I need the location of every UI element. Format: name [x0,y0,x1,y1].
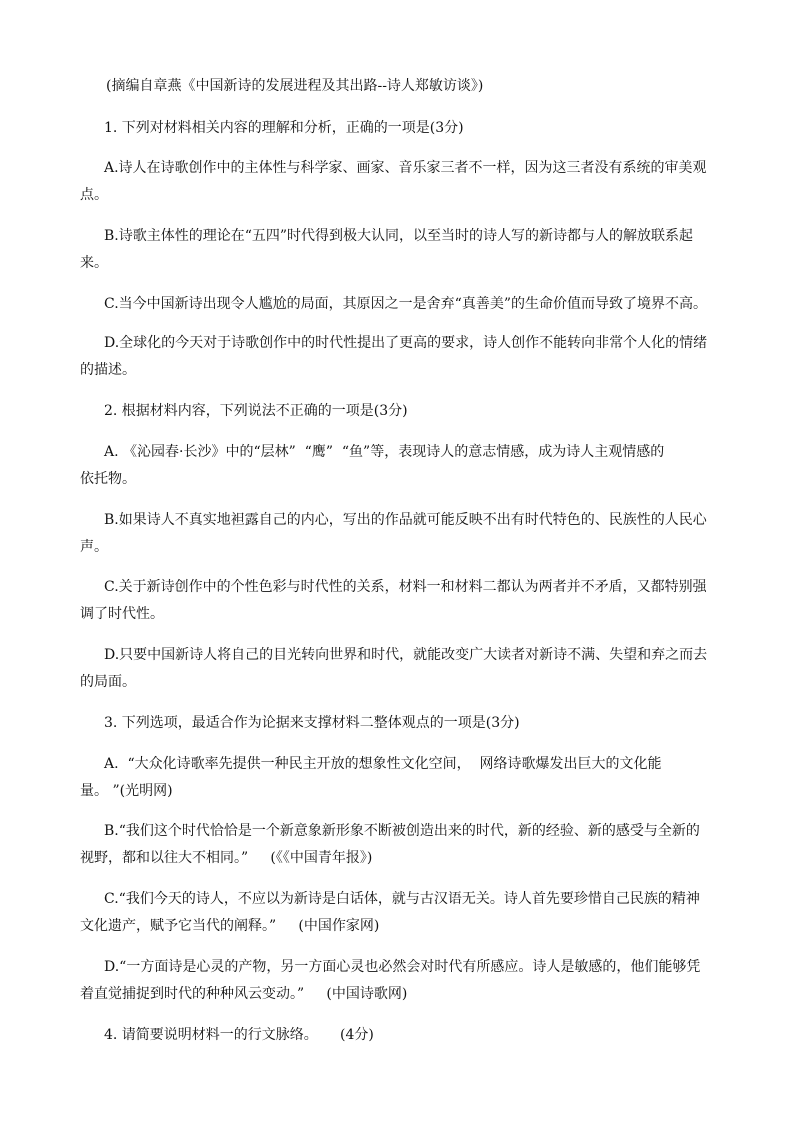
question-2-stem: 2. 根据材料内容，下列说法不正确的一项是(3分) [104,403,408,419]
q1-option-a-cont: 点。 [80,187,108,203]
source-note: (摘编自章燕《中国新诗的发展进程及其出路--诗人郑敏访谈》) [106,78,484,94]
q1-option-b-cont: 来。 [80,255,108,271]
question-1-stem: 1. 下列对材料相关内容的理解和分析，正确的一项是(3分) [104,120,464,136]
q3-option-d: D.“一方面诗是心灵的产物，另一方面心灵也必然会对时代有所感应。诗人是敏感的，他们能够凭 [104,959,701,975]
question-4-stem: 4. 请简要说明材料一的行文脉络。 (4分) [104,1027,374,1043]
q2-option-c-cont: 调了时代性。 [80,606,164,622]
q3-option-b-cont: 视野，都和以往大不相同。” (《《中国青年报》) [80,850,373,866]
q1-option-b: B.诗歌主体性的理论在“五四”时代得到极大认同，以至当时的诗人写的新诗都与人的解放联系起 [104,228,694,244]
q3-option-a: A. “大众化诗歌率先提供一种民主开放的想象性文化空间， 网络诗歌爆发出巨大的文化能 [104,756,662,772]
q1-option-a: A.诗人在诗歌创作中的主体性与科学家、画家、音乐家三者不一样，因为这三者没有系统的审美观 [104,160,707,176]
q2-option-a: A. 《沁园春·长沙》中的“层林” “鹰” “鱼”等，表现诗人的意志情感，成为诗人主观情感的 [104,444,665,460]
q3-option-d-cont: 着直觉捕捉到时代的种种风云变动。” (中国诗歌网) [80,986,408,1002]
q1-option-d: D.全球化的今天对于诗歌创作中的时代性提出了更高的要求，诗人创作不能转向非常个人化的情绪 [104,335,708,351]
q1-option-d-cont: 的描述。 [80,362,136,378]
q3-option-c-cont: 文化遗产，赋予它当代的阐释。” (中国作家网) [80,918,380,934]
q1-option-c: C.当今中国新诗出现令人尴尬的局面，其原因之一是舍弃“真善美”的生命价值而导致了境界不高。 [104,296,707,312]
q2-option-b: B.如果诗人不真实地袒露自己的内心，写出的作品就可能反映不出有时代特色的、民族性的人民心 [104,512,707,528]
q2-option-d: D.只要中国新诗人将自己的目光转向世界和时代，就能改变广大读者对新诗不满、失望和弃之而去 [104,647,708,663]
q2-option-d-cont: 的局面。 [80,674,136,690]
question-3-stem: 3. 下列选项，最适合作为论据来支撑材料二整体观点的一项是(3分) [104,715,520,731]
q2-option-a-cont: 依托物。 [80,471,136,487]
q3-option-a-cont: 量。 ”(光明网) [80,783,173,799]
q2-option-c: C.关于新诗创作中的个性色彩与时代性的关系，材料一和材料二都认为两者并不矛盾，又都特别强 [104,579,707,595]
q2-option-b-cont: 声。 [80,539,108,555]
q3-option-b: B.“我们这个时代恰恰是一个新意象新形象不断被创造出来的时代，新的经验、新的感受与全新的 [104,823,700,839]
q3-option-c: C.“我们今天的诗人，不应以为新诗是白话体，就与古汉语无关。诗人首先要珍惜自己民族的精神 [104,891,700,907]
